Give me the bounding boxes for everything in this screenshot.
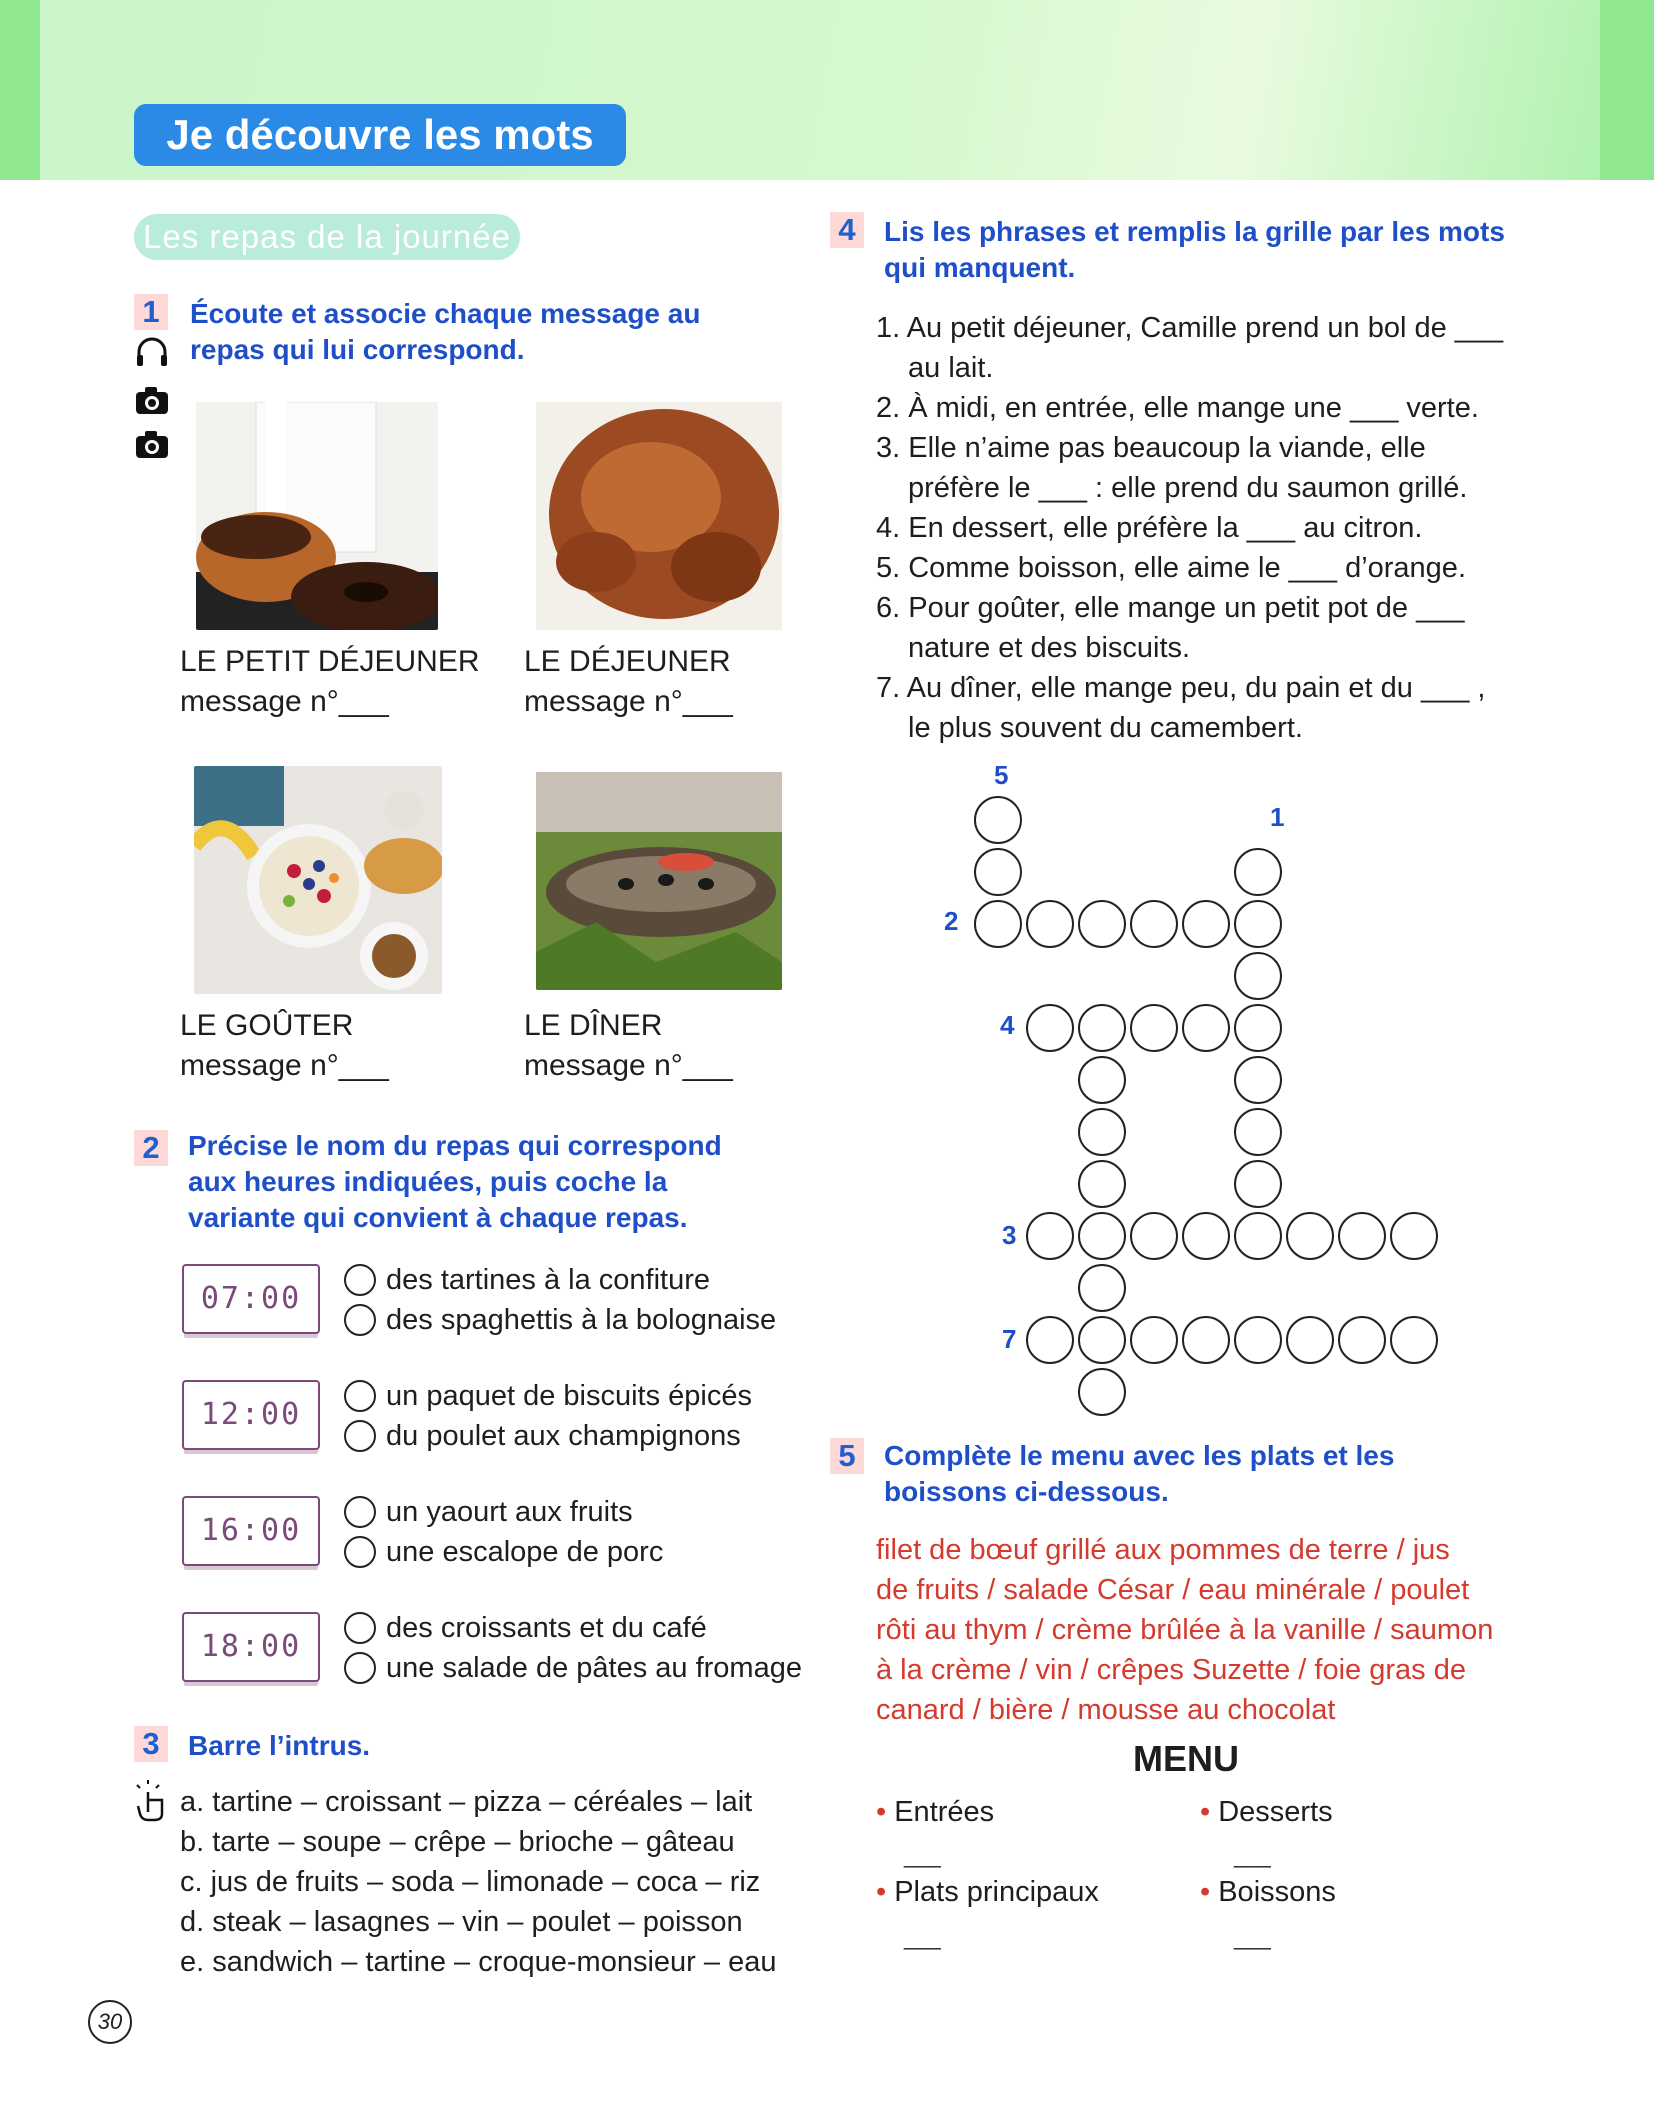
exercise-number-1: 1 (134, 294, 168, 330)
crossword-cell[interactable] (1182, 900, 1230, 948)
exercise-5-instruction: Complète le menu avec les plats et les boissons ci-dessous. (884, 1440, 1395, 1507)
meal-message-lunch: message n°___ (524, 685, 733, 718)
clock-0700: 07:00 (182, 1264, 320, 1334)
list-item: e. sandwich – tartine – croque-monsieur – eau (180, 1946, 777, 1978)
sentence-1: 1. Au petit déjeuner, Camille prend un bol de ___ au lait. (876, 312, 1504, 384)
menu-blank-desserts[interactable]: ___ (1234, 1843, 1271, 1868)
crossword-cell[interactable] (1130, 1316, 1178, 1364)
crossword-cell[interactable] (1078, 1368, 1126, 1416)
exercise-4-sentences (876, 308, 1516, 748)
option[interactable]: une escalope de porc (344, 1532, 663, 1572)
exercise-2-instruction: Précise le nom du repas qui correspond aux heures indiquées, puis coche la variante qui convient à chaque repas. (188, 1130, 722, 1233)
headphones-icon (134, 336, 170, 368)
menu-blank-boissons[interactable]: ___ (1234, 1925, 1271, 1950)
crossword-cell[interactable] (1026, 900, 1074, 948)
crossword-cell[interactable] (1078, 1160, 1126, 1208)
menu-category-boissons: • Boissons (1200, 1876, 1336, 1908)
clue-number-4: 4 (1000, 1010, 1015, 1040)
clue-number-2: 2 (944, 906, 959, 936)
exercise-3-instruction: Barre l’intrus. (188, 1730, 371, 1761)
clock-1800: 18:00 (182, 1612, 320, 1682)
option[interactable]: une salade de pâtes au fromage (344, 1648, 802, 1688)
meal-message-snack: message n°___ (180, 1049, 389, 1082)
section-title: Les repas de la journée (134, 214, 520, 260)
crossword-cell[interactable] (1286, 1316, 1334, 1364)
crossword-cell[interactable] (1078, 1316, 1126, 1364)
radio-button[interactable] (344, 1264, 376, 1296)
exercise-number-2: 2 (134, 1130, 168, 1166)
page-title: Je découvre les mots (134, 104, 626, 166)
radio-button[interactable] (344, 1380, 376, 1412)
crossword-cell[interactable] (1078, 1056, 1126, 1104)
crossword-grid (900, 756, 1420, 1416)
sentence-7: 7. Au dîner, elle mange peu, du pain et du ___ , le plus souvent du camembert. (876, 672, 1486, 744)
exercise-1-instruction: Écoute et associe chaque message au repas qui lui correspond. (190, 298, 701, 365)
crossword-cell[interactable] (974, 796, 1022, 844)
radio-button[interactable] (344, 1536, 376, 1568)
menu-blank-plats[interactable]: ___ (904, 1925, 941, 1950)
radio-button[interactable] (344, 1420, 376, 1452)
option[interactable]: du poulet aux champignons (344, 1416, 752, 1456)
option[interactable]: des croissants et du café (344, 1608, 802, 1648)
crossword-cell[interactable] (1182, 1004, 1230, 1052)
clock-1600: 16:00 (182, 1496, 320, 1566)
crossword-cell[interactable] (1026, 1212, 1074, 1260)
clue-number-3: 3 (1002, 1220, 1017, 1250)
crossword-cell[interactable] (1078, 1212, 1126, 1260)
list-item: b. tarte – soupe – crêpe – brioche – gâteau (180, 1826, 735, 1858)
dinner-photo (536, 772, 782, 990)
option[interactable]: des spaghettis à la bolognaise (344, 1300, 776, 1340)
crossword-cell[interactable] (1078, 1004, 1126, 1052)
crossword-cell[interactable] (1390, 1212, 1438, 1260)
options-1200 (344, 1376, 752, 1456)
radio-button[interactable] (344, 1304, 376, 1336)
crossword-cell[interactable] (1234, 952, 1282, 1000)
crossword-cell[interactable] (1130, 1004, 1178, 1052)
page-number: 30 (88, 2000, 132, 2044)
crossword-cell[interactable] (1182, 1212, 1230, 1260)
meal-label-snack: LE GOÛTER (180, 1009, 354, 1042)
option[interactable]: un paquet de biscuits épicés (344, 1376, 752, 1416)
list-item: a. tartine – croissant – pizza – céréales – lait (180, 1786, 753, 1818)
crossword-cell[interactable] (1338, 1212, 1386, 1260)
crossword-cell[interactable] (1234, 900, 1282, 948)
sentence-6: 6. Pour goûter, elle mange un petit pot de ___ nature et des biscuits. (876, 592, 1465, 664)
meal-label-lunch: LE DÉJEUNER (524, 645, 731, 678)
meal-label-breakfast: LE PETIT DÉJEUNER (180, 645, 480, 678)
breakfast-photo (196, 402, 438, 630)
clue-number-5: 5 (994, 760, 1009, 790)
crossword-cell[interactable] (1234, 1108, 1282, 1156)
radio-button[interactable] (344, 1612, 376, 1644)
crossword-cell[interactable] (1182, 1316, 1230, 1364)
option[interactable]: un yaourt aux fruits (344, 1492, 663, 1532)
snack-photo (194, 766, 442, 994)
menu-category-entrees: • Entrées (876, 1796, 995, 1828)
meal-message-breakfast: message n°___ (180, 685, 389, 718)
clock-1200: 12:00 (182, 1380, 320, 1450)
crossword-cell[interactable] (1130, 900, 1178, 948)
menu-blank-entrees[interactable]: ___ (904, 1843, 941, 1868)
clue-number-1: 1 (1270, 802, 1285, 832)
radio-button[interactable] (344, 1496, 376, 1528)
crossword-cell[interactable] (1234, 1212, 1282, 1260)
word-bank: filet de bœuf grillé aux pommes de terre / jus de fruits / salade César / eau minérale / poulet rôti au thym / crème brûlée à la vanille / saumon à la crème / vin / crêpes Suzette / foie gras de canard / bière / mousse au chocolat (876, 1534, 1494, 1726)
exercise-3-list (180, 1782, 800, 1982)
camera-icon (134, 384, 170, 416)
crossword-cell[interactable] (1286, 1212, 1334, 1260)
options-0700 (344, 1260, 776, 1340)
menu-category-desserts: • Desserts (1200, 1796, 1333, 1828)
exercise-number-5: 5 (830, 1438, 864, 1474)
exercise-number-4: 4 (830, 212, 864, 248)
crossword-cell[interactable] (1234, 848, 1282, 896)
clue-number-7: 7 (1002, 1324, 1017, 1354)
crossword-cell[interactable] (1234, 1160, 1282, 1208)
crossword-cell[interactable] (1078, 1108, 1126, 1156)
crossword-cell[interactable] (1026, 1316, 1074, 1364)
crossword-cell[interactable] (1026, 1004, 1074, 1052)
crossword-cell[interactable] (1338, 1316, 1386, 1364)
camera-icon (134, 428, 170, 460)
options-1600 (344, 1492, 663, 1572)
hand-pointer-icon (132, 1778, 172, 1822)
menu-category-plats: • Plats principaux (876, 1876, 1099, 1908)
crossword-cell[interactable] (1390, 1316, 1438, 1364)
crossword-cell[interactable] (1234, 1004, 1282, 1052)
option[interactable]: des tartines à la confiture (344, 1260, 776, 1300)
sentence-4: 4. En dessert, elle préfère la ___ au citron. (876, 512, 1423, 544)
sentence-5: 5. Comme boisson, elle aime le ___ d’orange. (876, 552, 1466, 584)
crossword-cell[interactable] (974, 900, 1022, 948)
header-band-right (1600, 0, 1654, 180)
radio-button[interactable] (344, 1652, 376, 1684)
header-band-edge (0, 0, 40, 180)
lunch-photo (536, 402, 782, 630)
sentence-2: 2. À midi, en entrée, elle mange une ___ verte. (876, 392, 1479, 424)
meal-label-dinner: LE DÎNER (524, 1009, 663, 1042)
meal-message-dinner: message n°___ (524, 1049, 733, 1082)
exercise-number-3: 3 (134, 1726, 168, 1762)
list-item: c. jus de fruits – soda – limonade – coca – riz (180, 1866, 761, 1898)
list-item: d. steak – lasagnes – vin – poulet – poisson (180, 1906, 743, 1938)
crossword-cell[interactable] (1234, 1316, 1282, 1364)
options-1800 (344, 1608, 802, 1688)
crossword-cell[interactable] (974, 848, 1022, 896)
menu-title: MENU (1133, 1738, 1239, 1779)
sentence-3: 3. Elle n’aime pas beaucoup la viande, elle préfère le ___ : elle prend du saumon grillé. (876, 432, 1468, 504)
exercise-4-instruction: Lis les phrases et remplis la grille par les mots qui manquent. (884, 216, 1505, 283)
crossword-cell[interactable] (1078, 1264, 1126, 1312)
crossword-cell[interactable] (1078, 900, 1126, 948)
crossword-cell[interactable] (1234, 1056, 1282, 1104)
crossword-cell[interactable] (1130, 1212, 1178, 1260)
